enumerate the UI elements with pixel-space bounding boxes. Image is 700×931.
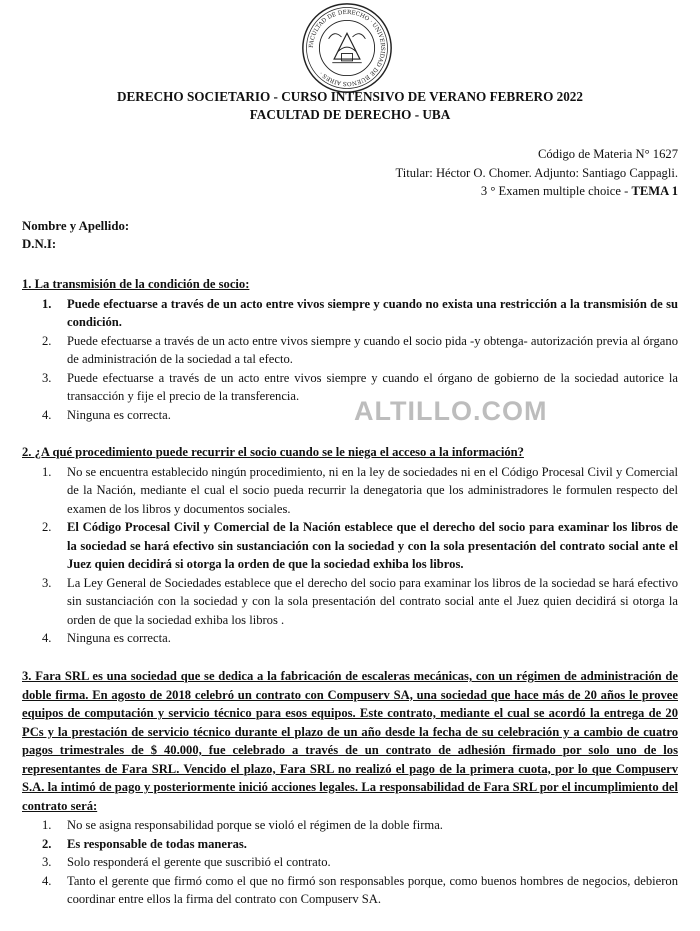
document-header	[0, 88, 700, 124]
option-2-2	[22, 518, 678, 574]
question-1-options	[22, 295, 678, 425]
professors-line: Titular: Héctor O. Chomer. Adjunto: Santiago Cappagli.	[395, 165, 678, 180]
option-number: 2.	[42, 333, 52, 348]
question-3-title: 3. Fara SRL es una sociedad que se dedica a la fabricación de escaleras mecánicas, con un régimen de administración de doble firma. En agosto de 2018 celebró un contrato con Compuserv SA, una sociedad que hace más de 20 años le provee equipos de computación y servicio técnico para esos equipos. Este contrato, mediante el cual se acordó la entrega de 20 PCs y la prestación de servicio técnico durante el plazo de un año desde la fecha de su celebración y a cambio de cuatro pagos trimestrales de $ 40.000, fue celebrado a través de un contrato de adhesión firmado por solo uno de los representantes de Fara SRL. Vencido el plazo, Fara SRL no realizó el pago de la primera cuota, por lo que Compuserv S.A. la intimó de pago y posteriormente inició acciones legales. La responsabilidad de Fara SRL por el incumplimiento del contrato será:	[22, 669, 678, 813]
question-2-options	[22, 463, 678, 648]
name-field-label: Nombre y Apellido:	[22, 219, 130, 233]
question-1-title: 1. La transmisión de la condición de socio:	[22, 277, 250, 291]
option-3-3	[22, 853, 678, 872]
option-1-3	[22, 369, 678, 406]
option-text: No se encuentra establecido ningún procedimiento, ni en la ley de sociedades ni en el Código Procesal Civil y Comercial de la Nación, mediante el cual el socio pueda recurrir la denegatoria que los administradores le formulen respecto del examen de los libros y documentos sociales.	[67, 464, 678, 516]
question-2-title: 2. ¿A qué procedimiento puede recurrir el socio cuando se le niega el acceso a la información?	[22, 445, 524, 459]
option-3-4	[22, 872, 678, 909]
option-text: No se asigna responsabilidad porque se violó el régimen de la doble firma.	[67, 818, 443, 832]
question-1	[22, 275, 678, 424]
exam-type: 3 ° Examen multiple choice -	[480, 184, 632, 198]
option-3-1	[22, 816, 678, 835]
option-number: 3.	[42, 370, 52, 385]
option-number: 3.	[42, 575, 52, 590]
option-text: Es responsable de todas maneras.	[67, 836, 247, 851]
option-1-1	[22, 295, 678, 332]
option-number: 2.	[42, 836, 52, 851]
option-text: Puede efectuarse a través de un acto entre vivos siempre y cuando no exista una restricción a la transmisión de su condición.	[67, 296, 678, 329]
option-number: 4.	[42, 407, 52, 422]
option-text: Ninguna es correcta.	[67, 631, 171, 645]
svg-text:FACULTAD DE DERECHO · UNIVERSI: FACULTAD DE DERECHO · UNIVERSIDAD DE BUENOS AIRES ·	[308, 9, 386, 87]
option-number: 1.	[42, 296, 52, 311]
option-3-2	[22, 835, 678, 854]
option-number: 2.	[42, 520, 52, 534]
option-1-4	[22, 406, 678, 425]
question-2	[22, 443, 678, 648]
university-seal-logo	[301, 2, 393, 94]
exam-metadata	[395, 145, 678, 201]
option-text: Solo responderá el gerente que suscribió el contrato.	[67, 855, 331, 869]
option-number: 4.	[42, 631, 52, 645]
option-text: Tanto el gerente que firmó como el que no firmó son responsables porque, como buenos hombres de negocios, debieron coordinar entre ellos la firma del contrato con Compuserv SA.	[67, 873, 678, 906]
option-2-1	[22, 463, 678, 519]
subject-code: Código de Materia N° 1627	[537, 147, 678, 161]
option-number: 3.	[42, 855, 52, 869]
option-1-2	[22, 332, 678, 369]
question-3-options	[22, 816, 678, 909]
option-text: La Ley General de Sociedades establece que el derecho del socio para examinar los libros de la sociedad se hará efectivo sin sustanciación con la sociedad y con la sola presentación del contrato social ante el Juez quien decidirá si otorga la orden de que la sociedad exhiba los libros .	[67, 575, 678, 627]
student-fields	[22, 217, 129, 253]
option-number: 1.	[42, 818, 52, 832]
question-3	[22, 667, 678, 909]
option-text: Ninguna es correcta.	[67, 407, 171, 422]
option-2-4	[22, 629, 678, 648]
option-number: 1.	[42, 464, 52, 479]
option-text: El Código Procesal Civil y Comercial de la Nación establece que el derecho del socio para examinar los libros de la sociedad se hará efectivo sin sustanciación con la sociedad y con la sola presentación del contrato social ante el Juez quien decidirá si otorga la orden de que la sociedad exhiba los libros.	[67, 520, 678, 571]
option-2-3	[22, 574, 678, 630]
exam-line	[395, 182, 678, 201]
option-text: Puede efectuarse a través de un acto entre vivos siempre y cuando el órgano de gobierno de la sociedad autorice la transacción y fije el precio de la transferencia.	[67, 370, 678, 403]
option-number: 4.	[42, 873, 52, 888]
dni-field-label: D.N.I:	[22, 237, 57, 251]
exam-tema: TEMA 1	[631, 184, 678, 198]
faculty-title: FACULTAD DE DERECHO - UBA	[249, 107, 451, 122]
option-text: Puede efectuarse a través de un acto entre vivos siempre y cuando el socio pida -y obtenga- autorización previa al órgano de administración de la sociedad a tal efecto.	[67, 333, 678, 366]
watermark-text: ALTILLO.COM	[354, 396, 548, 426]
course-title: DERECHO SOCIETARIO - CURSO INTENSIVO DE VERANO FEBRERO 2022	[116, 89, 583, 104]
